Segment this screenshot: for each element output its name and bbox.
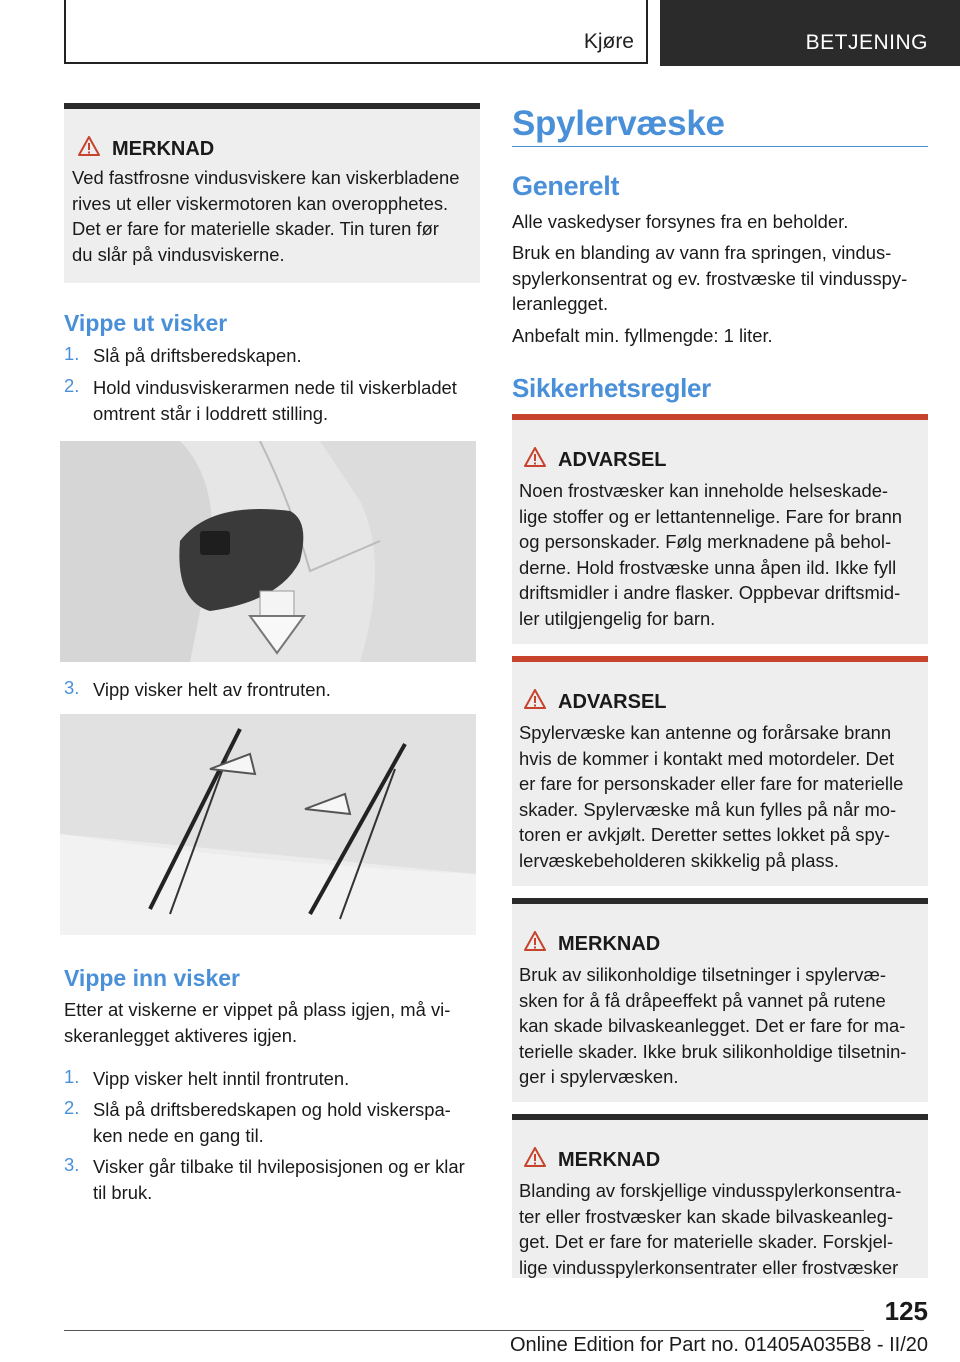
page-title: Spylervæske bbox=[512, 104, 725, 143]
step-number: 1. bbox=[64, 1066, 80, 1087]
step-text: Visker går tilbake til hvileposisjonen og er klar til bruk. bbox=[93, 1156, 465, 1203]
header-chapter: BETJENING bbox=[805, 31, 928, 54]
warning-triangle-icon bbox=[524, 1147, 546, 1167]
warning-title: ADVARSEL bbox=[558, 449, 667, 471]
illustration-wiper-lever bbox=[60, 441, 476, 662]
note-text: Blanding av forskjellige vindusspylerkonsentra- ter eller frostvæsker kan skade bilvaskeanleg- get. Det er fare for materielle skader. Forskjel- lige vindusspylerkonsentrater eller frostvæsker bbox=[519, 1180, 902, 1278]
title-rule bbox=[512, 146, 928, 147]
header-section-tab bbox=[64, 0, 648, 64]
warning-triangle-icon bbox=[78, 136, 100, 156]
note-box-frozen-wipers bbox=[64, 103, 480, 283]
footer-rule bbox=[64, 1330, 864, 1331]
general-paragraph-3: Anbefalt min. fyllmengde: 1 liter. bbox=[512, 325, 773, 346]
step-text: Hold vindusviskerarmen nede til viskerbladet omtrent står i loddrett stilling. bbox=[93, 377, 457, 424]
warning-text: Spylervæske kan antenne og forårsake brann hvis de kommer i kontakt med motordeler. Det er fare for personskader eller fare for materielle skader. Spylervæske må kun fylles på når mo- toren er avkjølt. Deretter settes lokket på spy- lervæskebeholderen skikkelig på plass. bbox=[519, 722, 904, 871]
step-text: Slå på driftsberedskapen og hold viskerspa- ken nede en gang til. bbox=[93, 1099, 451, 1146]
step-text: Slå på driftsberedskapen. bbox=[93, 345, 302, 366]
warning-title: ADVARSEL bbox=[558, 691, 667, 713]
warning-box-washer-fluid bbox=[512, 656, 928, 886]
note-text: Ved fastfrosne vindusviskere kan viskerbladene rives ut eller viskermotoren kan overopphetes. Det er fare for materielle skader. Tin turen før du slår på vindusviskerne. bbox=[72, 167, 460, 265]
note-box-silicone bbox=[512, 898, 928, 1102]
edition-text: Online Edition for Part no. 01405A035B8 - II/20 bbox=[509, 1334, 928, 1356]
step-text: Vipp visker helt inntil frontruten. bbox=[93, 1068, 350, 1089]
header-chapter-tab bbox=[660, 0, 960, 66]
heading-tilt-out: Vippe ut visker bbox=[64, 310, 228, 336]
header-section: Kjøre bbox=[583, 30, 634, 53]
warning-triangle-icon bbox=[524, 931, 546, 951]
illustration-windshield-wipers bbox=[60, 714, 476, 935]
note-title: MERKNAD bbox=[112, 138, 215, 160]
heading-tilt-in: Vippe inn visker bbox=[64, 965, 240, 991]
note-title: MERKNAD bbox=[558, 933, 661, 955]
warning-triangle-icon bbox=[524, 689, 546, 709]
tilt-in-intro: Etter at viskerne er vippet på plass igjen, må vi- skeranlegget aktiveres igjen. bbox=[64, 999, 451, 1046]
general-paragraph-1: Alle vaskedyser forsynes fra en beholder. bbox=[512, 211, 849, 232]
step-number: 3. bbox=[64, 677, 80, 698]
general-paragraph-2: Bruk en blanding av vann fra springen, vindus- spylerkonsentrat og ev. frostvæske til vindusspy- leranlegget. bbox=[512, 242, 908, 314]
step-number: 2. bbox=[64, 1097, 80, 1118]
step-number: 2. bbox=[64, 375, 80, 396]
warning-text: Noen frostvæsker kan inneholde helseskade- lige stoffer og er lettantennelige. Fare for brann og personskader. Følg merknadene på behol- derne. Hold frostvæske unna åpen ild. Ikke fyll driftsmidler i andre flasker. Oppbevar driftsmid- ler utilgjengelig for barn. bbox=[519, 480, 903, 629]
page-number: 125 bbox=[884, 1296, 928, 1326]
heading-general: Generelt bbox=[512, 171, 620, 201]
heading-safety: Sikkerhetsregler bbox=[512, 373, 711, 403]
step-text: Vipp visker helt av frontruten. bbox=[93, 679, 331, 700]
step-number: 1. bbox=[64, 343, 80, 364]
step-number: 3. bbox=[64, 1154, 80, 1175]
note-title: MERKNAD bbox=[558, 1149, 661, 1171]
note-text: Bruk av silikonholdige tilsetninger i spylervæ- sken for å få dråpeeffekt på vannet på rutene kan skade bilvaskeanlegget. Det er fare for ma- terielle skader. Ikke bruk silikonholdige tilsetnin- ger i spylervæsken. bbox=[519, 964, 907, 1087]
warning-box-antifreeze bbox=[512, 414, 928, 644]
note-box-concentrate-mix bbox=[512, 1114, 928, 1278]
warning-triangle-icon bbox=[524, 447, 546, 467]
